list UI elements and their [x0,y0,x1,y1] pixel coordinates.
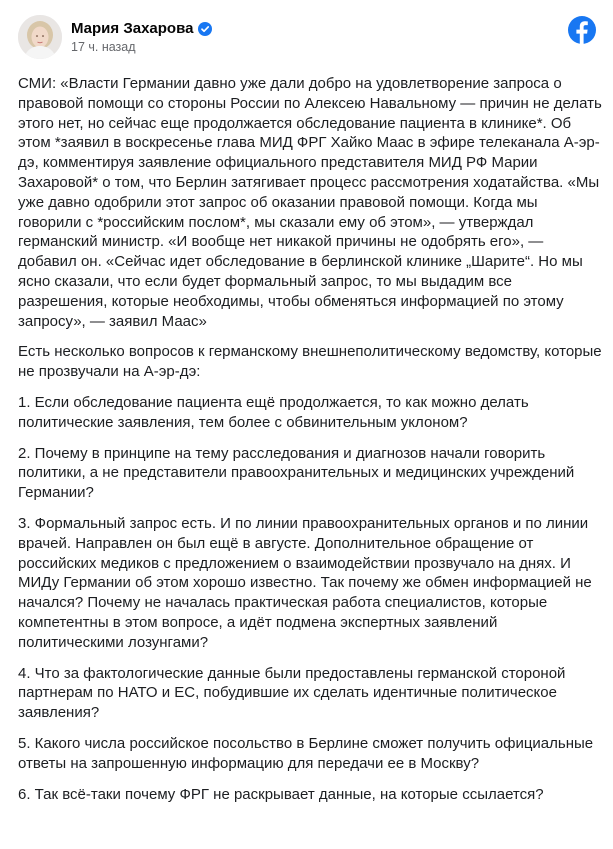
post-paragraph: 6. Так всё-таки почему ФРГ не раскрывает данные, на которые ссылается? [18,785,544,803]
post-paragraph: 5. Какого числа российское посольство в Берлине сможет получить официальные ответы на запрошенную информацию для передачи ее в Москву? [18,734,594,772]
author-row [71,20,212,37]
post-header [18,14,212,60]
author-name[interactable]: Мария Захарова [71,20,194,37]
post-meta [71,20,212,54]
post-paragraph: 1. Если обследование пациента ещё продолжается, то как можно делать политические заявления, тем более с обвинительным уклоном? [18,393,529,431]
post-timestamp[interactable]: 17 ч. назад [71,40,136,54]
post-text [18,74,603,815]
post-paragraph: Есть несколько вопросов к германскому внешнеполитическому ведомству, которые не прозвучали на А-эр-дэ: [18,343,602,381]
post-paragraph: 2. Почему в принципе на тему расследования и диагнозов начали говорить политики, а не представители правоохранительных и медицинских учреждений Германии? [18,444,575,502]
verified-badge-icon [198,22,212,36]
post-paragraph: 3. Формальный запрос есть. И по линии правоохранительных органов и по линии врачей. Направлен он был ещё в августе. Дополнительное обращение от российских медиков с предложением о взаимодействии прозвучало на днях. И МИДу Германии об этом хорошо известно. Так почему же обмен информацией не начался? Почему не началась практическая работа специалистов, которые компетентны в этом вопросе, а идёт подмена экспертных заявлений политическими лозунгами? [18,514,592,651]
post-paragraph: 4. Что за фактологические данные были предоставлены германской стороной партнерам по НАТО и ЕС, побудившие их сделать идентичные политическое заявления? [18,664,566,722]
facebook-logo-icon [568,16,596,44]
post-paragraph: СМИ: «Власти Германии давно уже дали добро на удовлетворение запроса о правовой помощи со стороны России по Алексею Навальному — причин не делать этого нет, но сейчас еще продолжается обследование пациента в клинике*. Об этом *заявил в воскресенье глава МИД ФРГ Хайко Маас в эфире телеканала А-эр-дэ, комментируя заявление официального представителя МИД РФ Марии Захаровой* о том, что Берлин затягивает процесс рассмотрения ходатайства. «Мы уже давно одобрили этот запрос об оказании правовой помощи. Когда мы говорили с *российским послом*, мы сказали ему об этом», — утверждал германский министр. «И вообще нет никакой причины не одобрять его», — добавил он. «Сейчас идет обследование в берлинской клинике „Шарите“. Но мы ясно сказали, что если будет формальный запрос, то мы выдадим все разрешения, которые необходимы, чтобы обменяться информацией по этому запросу», — заявил Маас» [18,75,602,330]
avatar[interactable] [18,15,62,59]
